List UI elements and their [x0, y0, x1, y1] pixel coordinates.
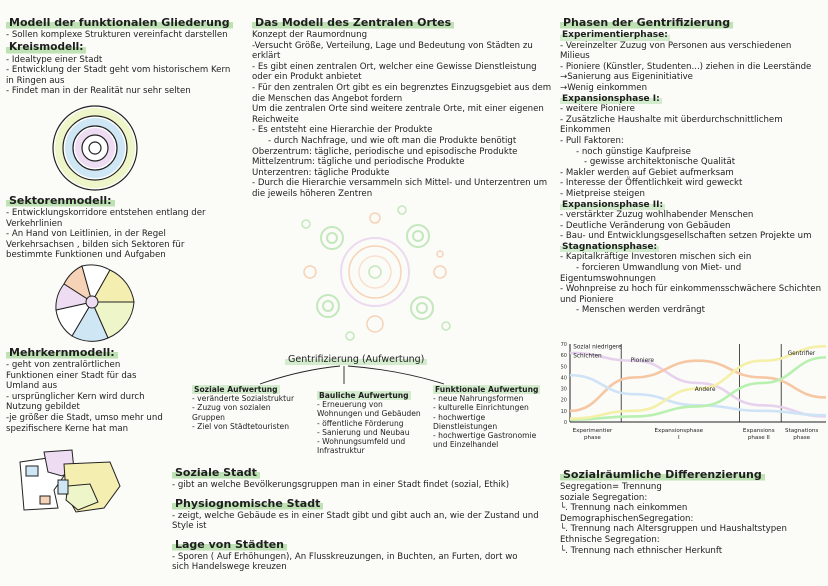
sektor-line: Verkehrlinien — [6, 218, 63, 229]
exp1-line: Einkommen — [560, 125, 611, 136]
exp-line: - Vereinzelter Zuzug von Personen aus verschiedenen — [560, 40, 792, 51]
bauliche-aufwertung-title: Bauliche Aufwertung — [319, 391, 409, 400]
sektor-line: Verkehrsachsen , bilden sich Sektoren für — [6, 239, 185, 250]
mehrkern-line: spezifischere Kerne hat man — [6, 423, 129, 434]
x-category-label: Stagnations — [785, 428, 819, 434]
y-tick-label: 20 — [560, 397, 567, 404]
exp-phase-title: Experimentierphase: — [562, 30, 668, 40]
zentral-line: die jeweils höheren Zentren — [252, 188, 373, 199]
mehrkern-line: Nutzung gebildet — [6, 402, 80, 413]
funktional-intro: - Sollen komplexe Strukturen vereinfacht darstellen — [6, 30, 228, 40]
physiognomische-line: - zeigt, welche Gebäude es in einer Stadt gibt und gibt auch an, wie der Zustand und — [172, 510, 539, 521]
bauliche-item: Infrastruktur — [317, 446, 365, 456]
funktionale-item: - hochwertige Gastronomie — [433, 431, 537, 441]
y-tick-label: 30 — [560, 386, 567, 393]
bauliche-item: - Wohnungsumfeld und — [317, 437, 406, 447]
zentral-line: Konzept der Raumordnung — [252, 30, 368, 40]
zentrale-orte-diagram — [290, 204, 460, 344]
zentral-line: Reichweite — [252, 114, 299, 125]
zentral-title: Das Modell des Zentralen Ortes — [252, 16, 454, 29]
mehrkern-title: Mehrkernmodell: — [6, 346, 118, 359]
pull-item: - noch günstige Kaufpreise — [576, 146, 691, 157]
bauliche-item: Wohnungen und Gebäuden — [317, 409, 421, 419]
zentral-line: Oberzentrum: tägliche, periodische und episodische Produkte — [252, 146, 518, 157]
y-tick-label: 70 — [560, 342, 567, 348]
exp-line: Milieus — [560, 51, 590, 62]
label-sozial: Sozial niedrigere — [573, 344, 622, 351]
sektor-line: - An Hand von Leitlinien, in der Regel — [6, 229, 166, 240]
funktionale-item: - kulturelle Einrichtungen — [433, 403, 529, 413]
bauliche-item: - Sanierung und Neubau — [317, 427, 410, 437]
exp-line: - Pioniere (Künstler, Studenten...) ziehen in die Leerstände — [560, 61, 812, 72]
sektor-line: bestimmte Funktionen und Aufgaben — [6, 250, 166, 261]
lage-line: - Sporen ( Auf Erhöhungen), An Flusskreuzungen, in Buchten, an Furten, dort wo — [172, 551, 518, 562]
sozialraum-title: Sozialräumliche Differenzierung — [560, 468, 765, 481]
mehrkernmodell-diagram — [14, 446, 126, 518]
mehrkern-section — [6, 346, 166, 434]
ring-core — [89, 142, 101, 154]
zentral-line: oder ein Produkt anbietet — [252, 72, 362, 83]
funktional-title: Modell der funktionalen Gliederung — [6, 16, 233, 29]
exp1-line: - Makler werden auf Gebiet aufmerksam — [560, 167, 734, 178]
funktionale-item: Dienstleistungen — [433, 421, 498, 431]
y-tick-label: 50 — [560, 364, 567, 371]
phasen-section — [560, 16, 822, 316]
stag-phase-title: Stagnationsphase: — [562, 241, 658, 252]
soziale-item: Gruppen — [192, 412, 225, 422]
bauliche-item: - öffentliche Förderung — [317, 418, 404, 428]
funktionale-aufwertung — [433, 385, 540, 449]
x-category-label: Expansions — [742, 428, 775, 434]
exp2-line: - Bau- und Entwicklungsgesellschaften setzen Projekte um — [560, 231, 812, 242]
kreis-line: - Idealtype einer Stadt — [6, 54, 103, 65]
zentral-line: Unterzentren: tägliche Produkte — [252, 167, 390, 178]
zentral-line: die Menschen das Angebot fordern — [252, 93, 403, 104]
series-line — [570, 361, 826, 411]
exp1-phase-title: Expansionsphase I: — [562, 93, 660, 104]
x-category-label: Expansionsphase — [654, 428, 704, 434]
mehrkern-line: Umland aus — [6, 381, 58, 392]
sektor-line: - Entwicklungskorridore entstehen entlang der — [6, 208, 206, 218]
sozialraum-line: Segregation= Trennung — [560, 482, 662, 492]
exp1-line: - Interesse der Öffentlichkeit wird geweckt — [560, 178, 743, 189]
sozialraum-line: DemographischenSegregation: — [560, 513, 694, 524]
pull-item: - gewisse architektonische Qualität — [584, 157, 736, 168]
kreis-line: - Entwicklung der Stadt geht vom historischem Kern — [6, 65, 231, 76]
sozialraum-line: └. Trennung nach ethnischer Herkunft — [560, 545, 723, 556]
zentral-line: -Versucht Größe, Verteilung, Lage und Bedeutung von Städten zu — [252, 40, 533, 51]
label-andere: Andere — [694, 386, 716, 393]
exp2-phase-title: Expansionsphase II: — [562, 199, 664, 210]
central-ring — [341, 238, 409, 306]
funktionale-item: - hochwertige — [433, 412, 486, 422]
x-category-label: phase — [583, 435, 601, 441]
zentral-line: - Es entsteht eine Hierarchie der Produkte — [252, 125, 433, 136]
mehrkern-line: - ursprünglicher Kern wird durch — [6, 391, 145, 402]
zentral-line: - Für den zentralen Ort gibt es ein begrenztes Einzugsgebiet aus dem — [252, 82, 552, 93]
exp2-line: - Deutliche Veränderung von Gebäuden — [560, 220, 731, 231]
stag-line: Eigentumswohnungen — [560, 273, 656, 284]
x-category-label: I — [677, 435, 680, 441]
x-category-label: phase II — [747, 435, 770, 441]
y-tick-label: 60 — [560, 353, 567, 360]
mehrkern-line: - geht von zentralörtlichen — [6, 360, 121, 370]
exp1-line: - weitere Pioniere — [560, 104, 635, 115]
soziale-aufwertung-title: Soziale Aufwertung — [194, 385, 278, 394]
zentral-line: Um die zentralen Orte sind weitere zentrale Orte, mit einer eigenen — [252, 104, 544, 115]
y-tick-label: 0 — [563, 420, 567, 426]
sozialraum-line: └. Trennung nach einkommen — [560, 503, 688, 514]
kreis-title: Kreismodell: — [6, 41, 86, 54]
x-category-label: phase — [793, 435, 811, 441]
sektor-title: Sektorenmodell: — [6, 194, 115, 207]
zentral-line: - Es gibt einen zentralen Ort, welcher eine Gewisse Dienstleistung — [252, 61, 537, 72]
label-sozial: Schichten — [573, 353, 602, 360]
physiognomische-line: Style ist — [172, 521, 207, 532]
mid-bottom-section — [172, 466, 552, 573]
soziale-item: - veränderte Sozialstruktur — [192, 394, 295, 404]
sektorenmodell-diagram — [52, 262, 144, 342]
exp1-line: - Zusätzliche Haushalte mit überdurchschnittlichem — [560, 114, 783, 125]
kreismodell-diagram — [40, 104, 150, 192]
kreis-line: in Ringen aus — [6, 75, 65, 86]
phasen-title: Phasen der Gentrifizierung — [560, 16, 733, 29]
gentri-title-text: Gentrifizierung (Aufwertung) — [285, 354, 427, 365]
zentral-line: - durch Nachfrage, und wie oft man die Produkte benötigt — [268, 135, 517, 146]
gentrification-phase-chart — [556, 338, 828, 458]
funktionale-item: - neue Nahrungsformen — [433, 394, 524, 404]
exp2-line: - verstärkter Zuzug wohlhabender Menschen — [560, 210, 754, 221]
y-tick-label: 40 — [560, 375, 567, 382]
lage-line: sich Handelswege kreuzen — [172, 562, 287, 573]
stag-line: - Kapitalkräftige Investoren mischen sich ein — [560, 252, 752, 263]
soziale-item: - Zuzug von sozialen — [192, 403, 271, 413]
funktional-section — [6, 16, 244, 97]
sozialraum-line: soziale Segregation: — [560, 492, 648, 503]
physiognomische-stadt-title: Physiognomische Stadt — [172, 497, 323, 510]
lage-staedte-title: Lage von Städten — [172, 538, 287, 551]
zentral-section — [252, 16, 557, 200]
label-pioniere: Pioniere — [630, 357, 655, 364]
stag-line: und Pioniere — [560, 294, 614, 305]
sozialraum-section — [560, 468, 822, 556]
sozialraum-line: Ethnische Segregation: — [560, 534, 660, 545]
zentral-line: erklärt — [252, 51, 281, 62]
exp-line: →Sanierung aus Eigeninitiative — [560, 72, 693, 83]
stag-line: - Menschen werden verdrängt — [576, 305, 705, 316]
sozialraum-line: └. Trennung nach Altersgruppen und Haushaltstypen — [560, 524, 787, 535]
sektor-section — [6, 194, 244, 261]
soziale-item: - Ziel von Städtetouristen — [192, 421, 290, 431]
exp-line: →Wenig einkommen — [560, 82, 648, 93]
exp1-line: - Mietpreise steigen — [560, 188, 645, 199]
funktionale-item: und Einzelhandel — [433, 440, 499, 450]
bauliche-aufwertung — [317, 391, 421, 455]
x-category-label: Experimentier — [572, 428, 613, 434]
stag-line: - forcieren Umwandlung von Miet- und — [576, 263, 742, 274]
funktionale-aufwertung-title: Funktionale Aufwertung — [435, 385, 539, 394]
stag-line: - Wohnpreise zu hoch für einkommensschwächere Schichten — [560, 284, 822, 295]
zentral-line: - Durch die Hierarchie versammeln sich Mittel- und Unterzentren um — [252, 178, 548, 189]
bauliche-item: - Erneuerung von — [317, 400, 383, 410]
kreis-line: - Findet man in der Realität nur sehr selten — [6, 86, 191, 97]
y-tick-label: 10 — [560, 408, 567, 415]
exp1-line: - Pull Faktoren: — [560, 135, 624, 146]
soziale-stadt-title: Soziale Stadt — [172, 466, 260, 479]
mehrkern-line: Funktionen einer Stadt für das — [6, 370, 137, 381]
soziale-stadt-text: - gibt an welche Bevölkerungsgruppen man in einer Stadt findet (sozial, Ethik) — [172, 480, 510, 490]
zentral-line: Mittelzentrum: tägliche und periodische Produkte — [252, 157, 465, 168]
mehrkern-line: -je größer die Stadt, umso mehr und — [6, 412, 163, 423]
label-gentrifier: Gentrifier — [787, 351, 816, 358]
soziale-aufwertung — [192, 385, 294, 431]
